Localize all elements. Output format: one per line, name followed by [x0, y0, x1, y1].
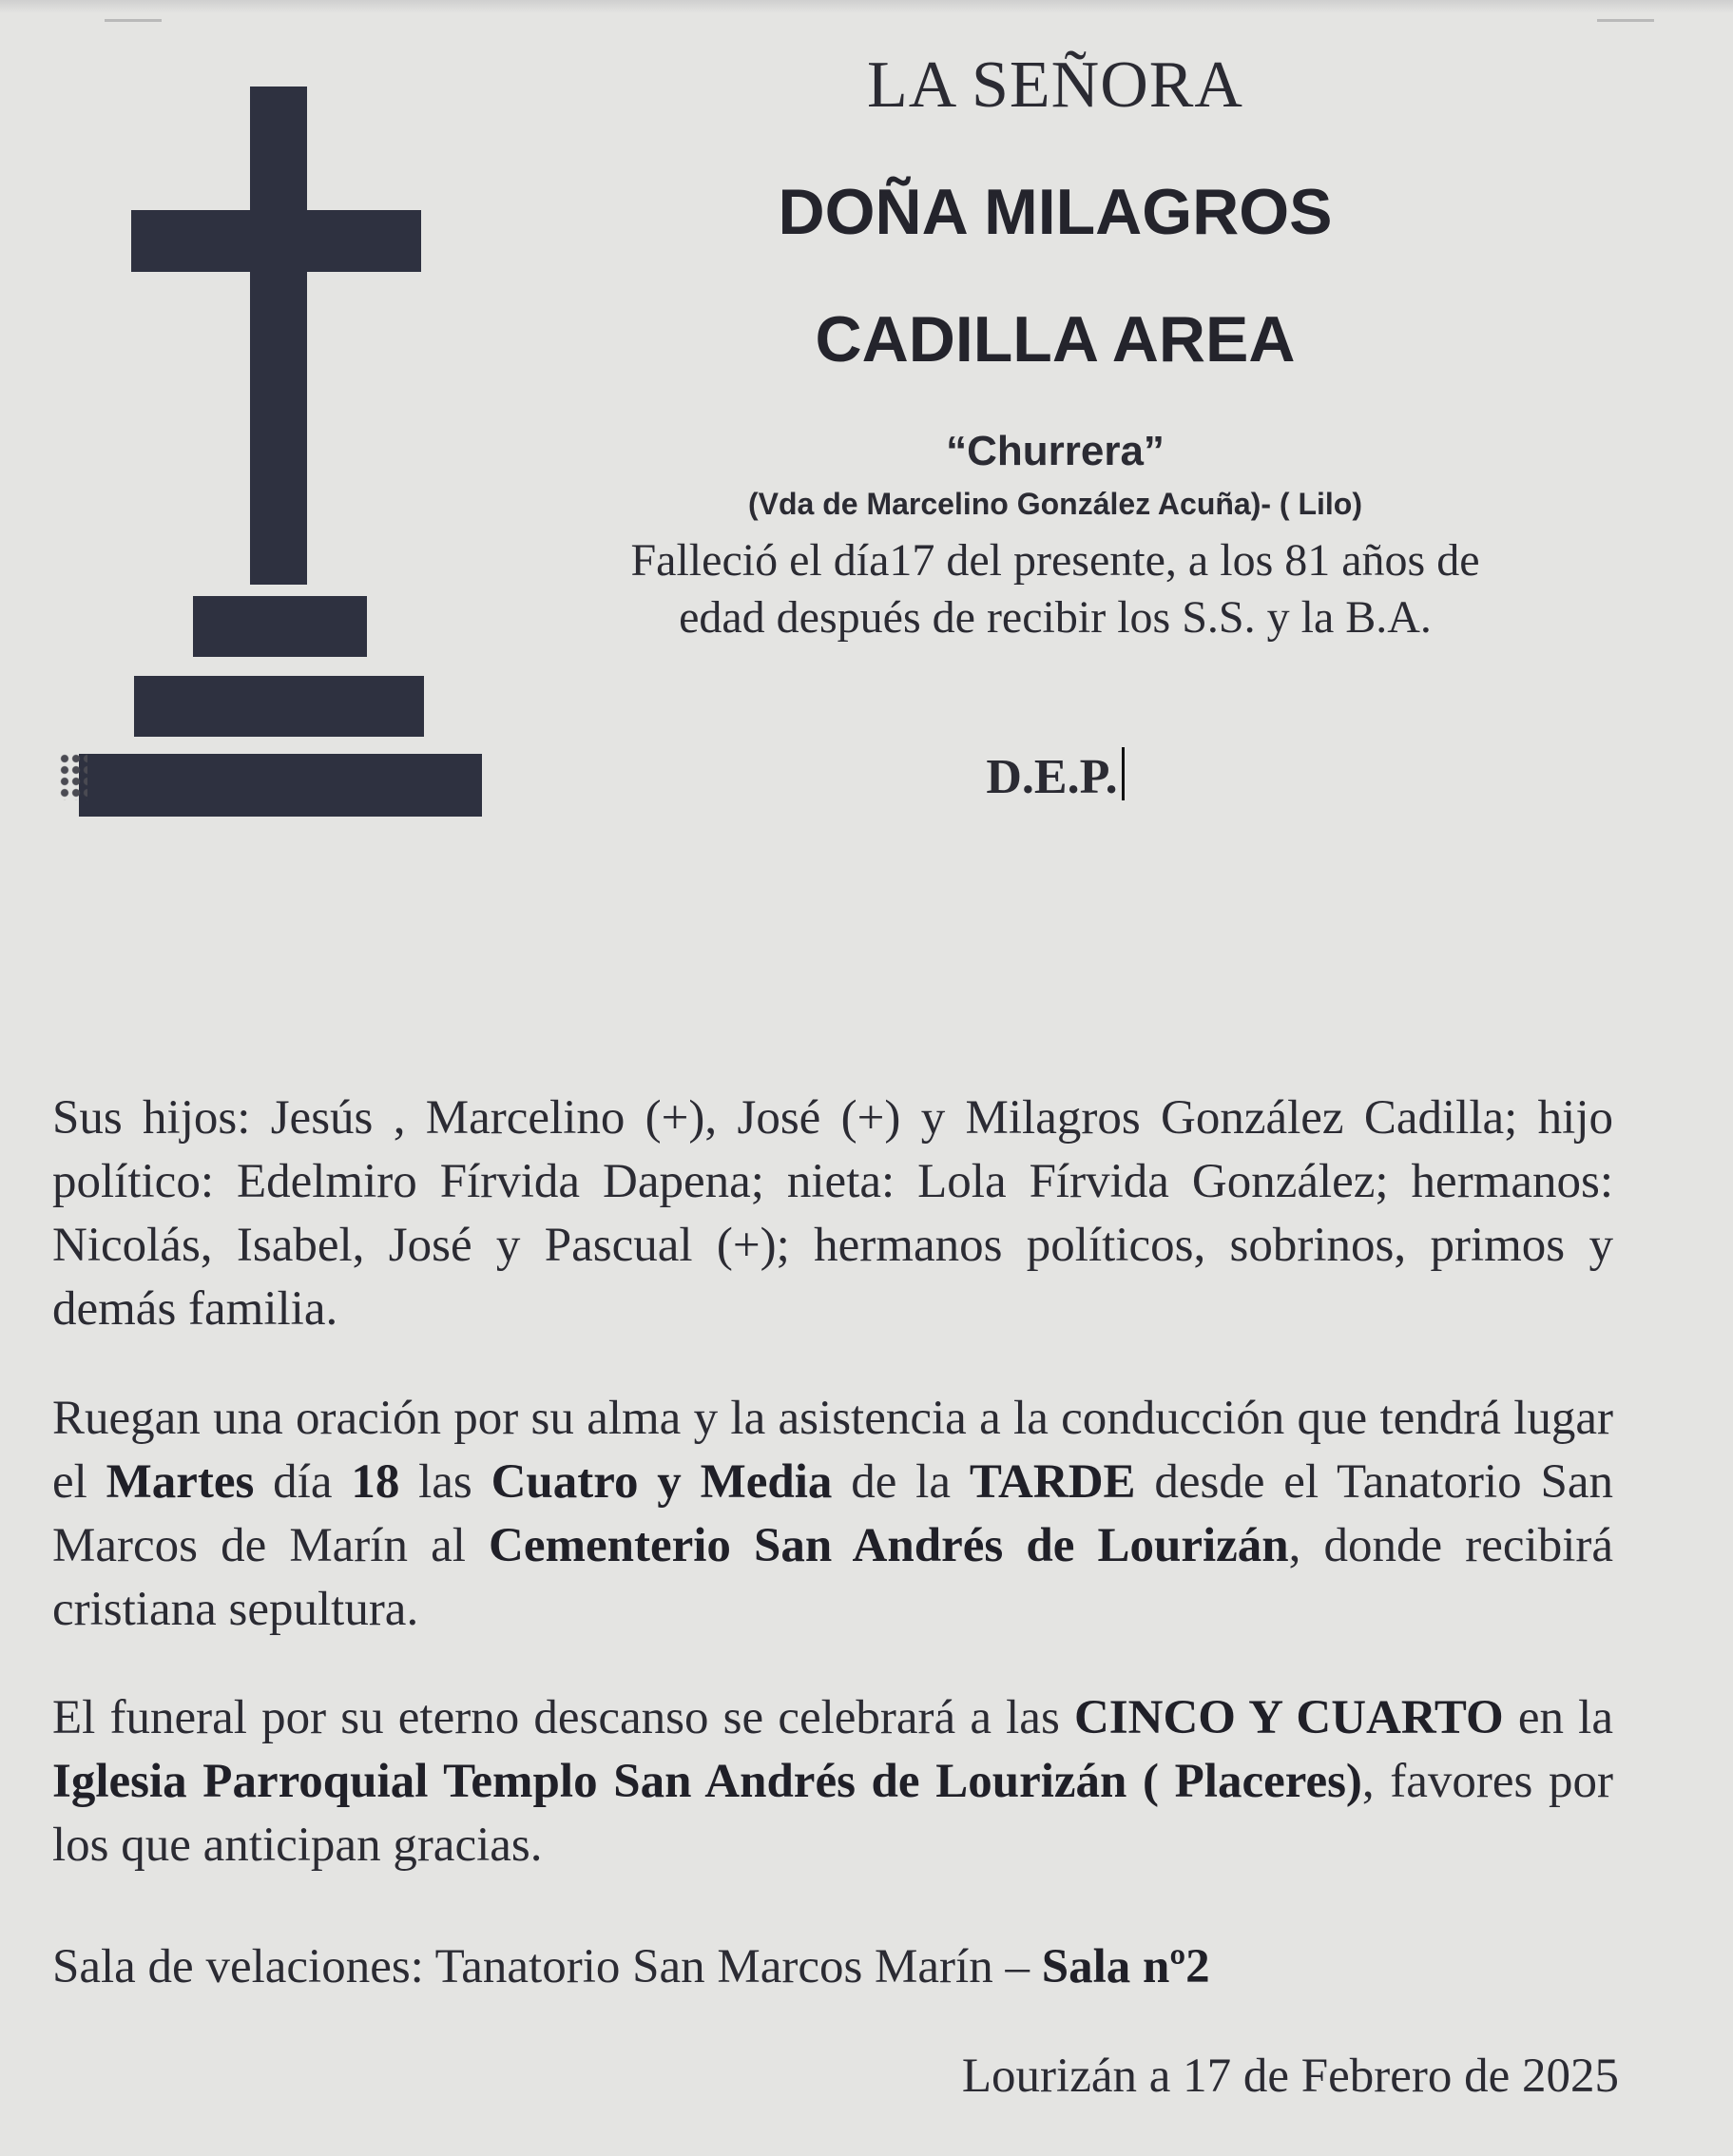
cross-base-step-bottom	[79, 754, 482, 817]
procession-text-4: de la	[832, 1455, 970, 1509]
procession-text-6: , donde recibirá cristiana sepultura.	[52, 1519, 1613, 1636]
death-notice	[475, 532, 1635, 646]
procession-afternoon: TARDE	[969, 1455, 1136, 1509]
procession-day: Martes	[106, 1455, 255, 1509]
deceased-name-line1: DOÑA MILAGROS	[778, 176, 1333, 248]
wake-paragraph	[52, 1935, 1613, 1999]
nickname: “Churrera”	[946, 428, 1165, 474]
procession-paragraph	[52, 1387, 1613, 1642]
funeral-church: Iglesia Parroquial Templo San Andrés de Lourizán ( Placeres)	[52, 1755, 1362, 1808]
procession-text-1: Ruegan una oración por su alma y la asistencia a la conducción que tendrá lugar el	[52, 1392, 1613, 1509]
procession-cemetery: Cementerio San Andrés de Lourizán	[489, 1519, 1289, 1572]
text-cursor	[1122, 747, 1125, 800]
procession-date: 18	[351, 1455, 400, 1509]
object-anchor-handle-icon[interactable]	[59, 753, 87, 800]
funeral-text-1: El funeral por su eterno descanso se celebrará a las	[52, 1691, 1074, 1744]
cross-vertical-bar	[250, 87, 307, 585]
death-line-2: edad después de recibir los S.S. y la B.A.	[679, 592, 1432, 643]
procession-text-2: día	[254, 1455, 352, 1509]
funeral-text-3: , favores por los que anticipan gracias.	[52, 1755, 1613, 1872]
cross-base-step-top	[193, 596, 367, 657]
widow-of: (Vda de Marcelino González Acuña)- ( Lilo)	[748, 487, 1362, 521]
heading-title: LA SEÑORA	[867, 48, 1243, 122]
wake-text: Sala de velaciones: Tanatorio San Marcos Marín –	[52, 1940, 1042, 1993]
death-line-1: Falleció el día17 del presente, a los 81 años de	[630, 535, 1480, 586]
cross-base-step-middle	[134, 676, 424, 737]
cross-horizontal-bar	[131, 210, 421, 272]
place-and-date: Lourizán a 17 de Febrero de 2025	[961, 2050, 1619, 2103]
rip-line[interactable]	[475, 747, 1635, 805]
rip-text: D.E.P.	[986, 750, 1118, 804]
funeral-text-2: en la	[1503, 1691, 1613, 1744]
funeral-paragraph	[52, 1686, 1613, 1877]
deceased-name-line2: CADILLA AREA	[815, 303, 1296, 375]
wake-room: Sala nº2	[1041, 1940, 1210, 1993]
procession-text-3: las	[399, 1455, 491, 1509]
family-paragraph: Sus hijos: Jesús , Marcelino (+), José (+) y Milagros González Cadilla; hijo político: Edelmiro Fírvida Dapena; nieta: Lola Fírvida González; hermanos: Nicolás, Isabel, José y Pascual (+); hermanos políticos, sobrinos, primos y demás familia.	[52, 1091, 1613, 1336]
procession-time: Cuatro y Media	[491, 1455, 833, 1509]
funeral-time: CINCO Y CUARTO	[1073, 1691, 1504, 1744]
procession-text-5: desde el Tanatorio San Marcos de Marín al	[52, 1455, 1613, 1572]
